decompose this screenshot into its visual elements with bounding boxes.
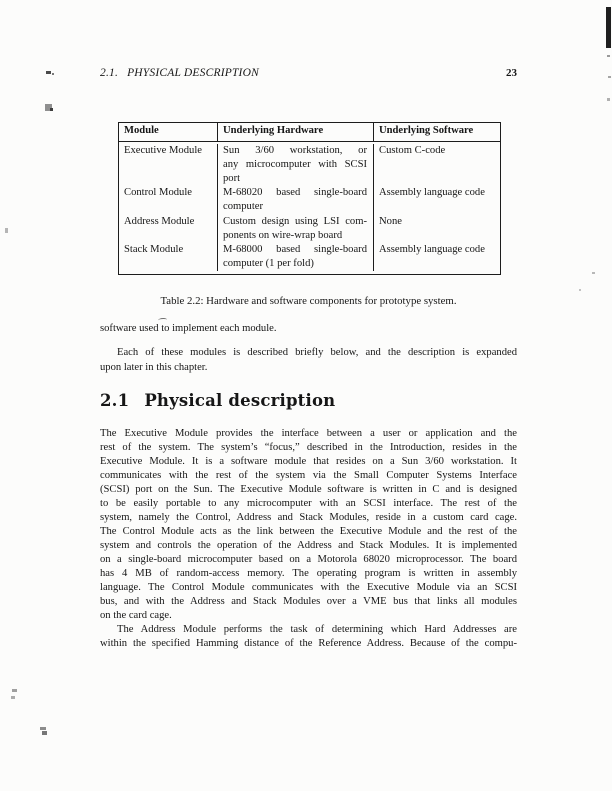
text-line: communicates with the rest of the system via the Small Computer Systems Interface	[100, 470, 517, 481]
section-number: 2.1	[100, 391, 130, 410]
text-line: M-68020 based single-board	[223, 187, 367, 199]
cell-module: Stack Module	[119, 243, 218, 271]
text-line: bus, and with the Address and Stack Modules over a VME bus that links all modules	[100, 596, 517, 607]
table-row	[119, 186, 500, 214]
table-body	[119, 142, 500, 275]
cell-software: Custom C-code	[379, 144, 446, 156]
scan-artifact	[592, 272, 595, 274]
section-title: Physical description	[144, 391, 336, 410]
scan-artifact	[608, 76, 611, 78]
table-header-row	[119, 123, 500, 142]
scan-artifact	[607, 98, 610, 101]
text-line: Each of these modules is described briefly below, and the description is expanded	[117, 347, 517, 358]
page-number: 23	[506, 67, 517, 79]
scan-artifact	[52, 73, 54, 75]
table-row	[119, 144, 500, 187]
text-line: computer (1 per fold)	[223, 258, 314, 270]
column-header-hardware: Underlying Hardware	[218, 123, 374, 141]
components-table	[118, 122, 501, 275]
cell-software: Assembly language code	[379, 187, 485, 199]
scan-artifact	[40, 727, 46, 730]
cell-hardware	[218, 243, 374, 271]
scan-artifact	[46, 71, 51, 74]
column-header-module: Module	[119, 123, 218, 141]
text-line: any microcomputer with SCSI	[223, 158, 367, 170]
cell-hardware	[218, 144, 374, 187]
text-line: ponents on wire-wrap board	[223, 229, 343, 241]
text-line: on a single-board microcomputer based on a Motorola 68020 microprocessor. The board	[100, 554, 517, 565]
scan-artifact	[50, 108, 53, 111]
section-heading	[100, 391, 335, 410]
scan-artifact	[12, 689, 17, 692]
text-line: port	[223, 172, 241, 184]
text-line: rest of the system. The system’s “focus,” described in the Introduction, resides in the	[100, 442, 517, 453]
cell-software: Assembly language code	[379, 243, 485, 255]
cell-hardware	[218, 215, 374, 243]
text-line: system, namely the Control, Address and Stack Modules, reside in a custom card cage.	[100, 512, 517, 523]
scan-artifact	[579, 289, 581, 291]
text-line: has 4 MB of random-access memory. The operating program is written in assembly	[100, 568, 517, 579]
table-row	[119, 215, 500, 243]
scan-artifact	[607, 55, 610, 57]
running-header	[100, 67, 517, 79]
running-header-section-number: 2.1.	[100, 67, 119, 79]
text-line: The Address Module performs the task of determining which Hard Addresses are	[117, 624, 517, 635]
running-header-section-title: PHYSICAL DESCRIPTION	[127, 67, 259, 79]
text-line: M-68000 based single-board	[223, 243, 367, 255]
text-line: within the specified Hamming distance of the Reference Address. Because of the compu-	[100, 638, 517, 649]
text-line: computer	[223, 201, 264, 213]
text-line: The Executive Module provides the interface between a user or application and the	[100, 428, 517, 439]
paragraph-intro	[100, 345, 517, 375]
scan-artifact-edge-bar	[606, 7, 611, 48]
table-caption: Table 2.2: Hardware and software components for prototype system.	[160, 295, 457, 307]
cell-module: Address Module	[119, 215, 218, 243]
text-line: Sun 3/60 workstation, or	[223, 144, 367, 156]
text-line: system and controls the operation of the Address and Stack Modules. It is implemented	[100, 540, 517, 551]
text-line: Executive Module. It is a software module that resides on a Sun 3/60 workstation. It	[100, 456, 517, 467]
cell-module: Control Module	[119, 186, 218, 214]
cell-module: Executive Module	[119, 144, 218, 187]
paragraph-address-module	[100, 623, 517, 651]
scan-artifact	[11, 696, 15, 699]
scan-artifact	[5, 228, 8, 233]
scan-artifact	[42, 731, 47, 735]
scan-artifact-tilde	[158, 318, 167, 322]
text-line: software used to implement each module.	[100, 323, 277, 334]
column-header-software: Underlying Software	[379, 125, 474, 136]
table-row	[119, 243, 500, 271]
text-line: language. The Control Module communicates with the Executive Module via an SCSI	[100, 582, 517, 593]
cell-software: None	[379, 215, 402, 227]
running-header-section	[100, 67, 259, 79]
text-line: Custom design using LSI com-	[223, 215, 367, 227]
paragraph-continuation	[100, 321, 517, 336]
text-line: to be easily portable to any microcomputer with an SCSI interface. The rest of the	[100, 498, 517, 509]
text-line: on the card cage.	[100, 610, 172, 621]
cell-hardware	[218, 186, 374, 214]
text-line: (SCSI) port on the Sun. The Executive Module software is written in C and is designed	[100, 484, 517, 495]
text-line: The Control Module acts as the link between the Executive Module and the rest of the	[100, 526, 517, 537]
text-line: upon later in this chapter.	[100, 362, 208, 373]
paragraph-physical-description	[100, 427, 517, 623]
